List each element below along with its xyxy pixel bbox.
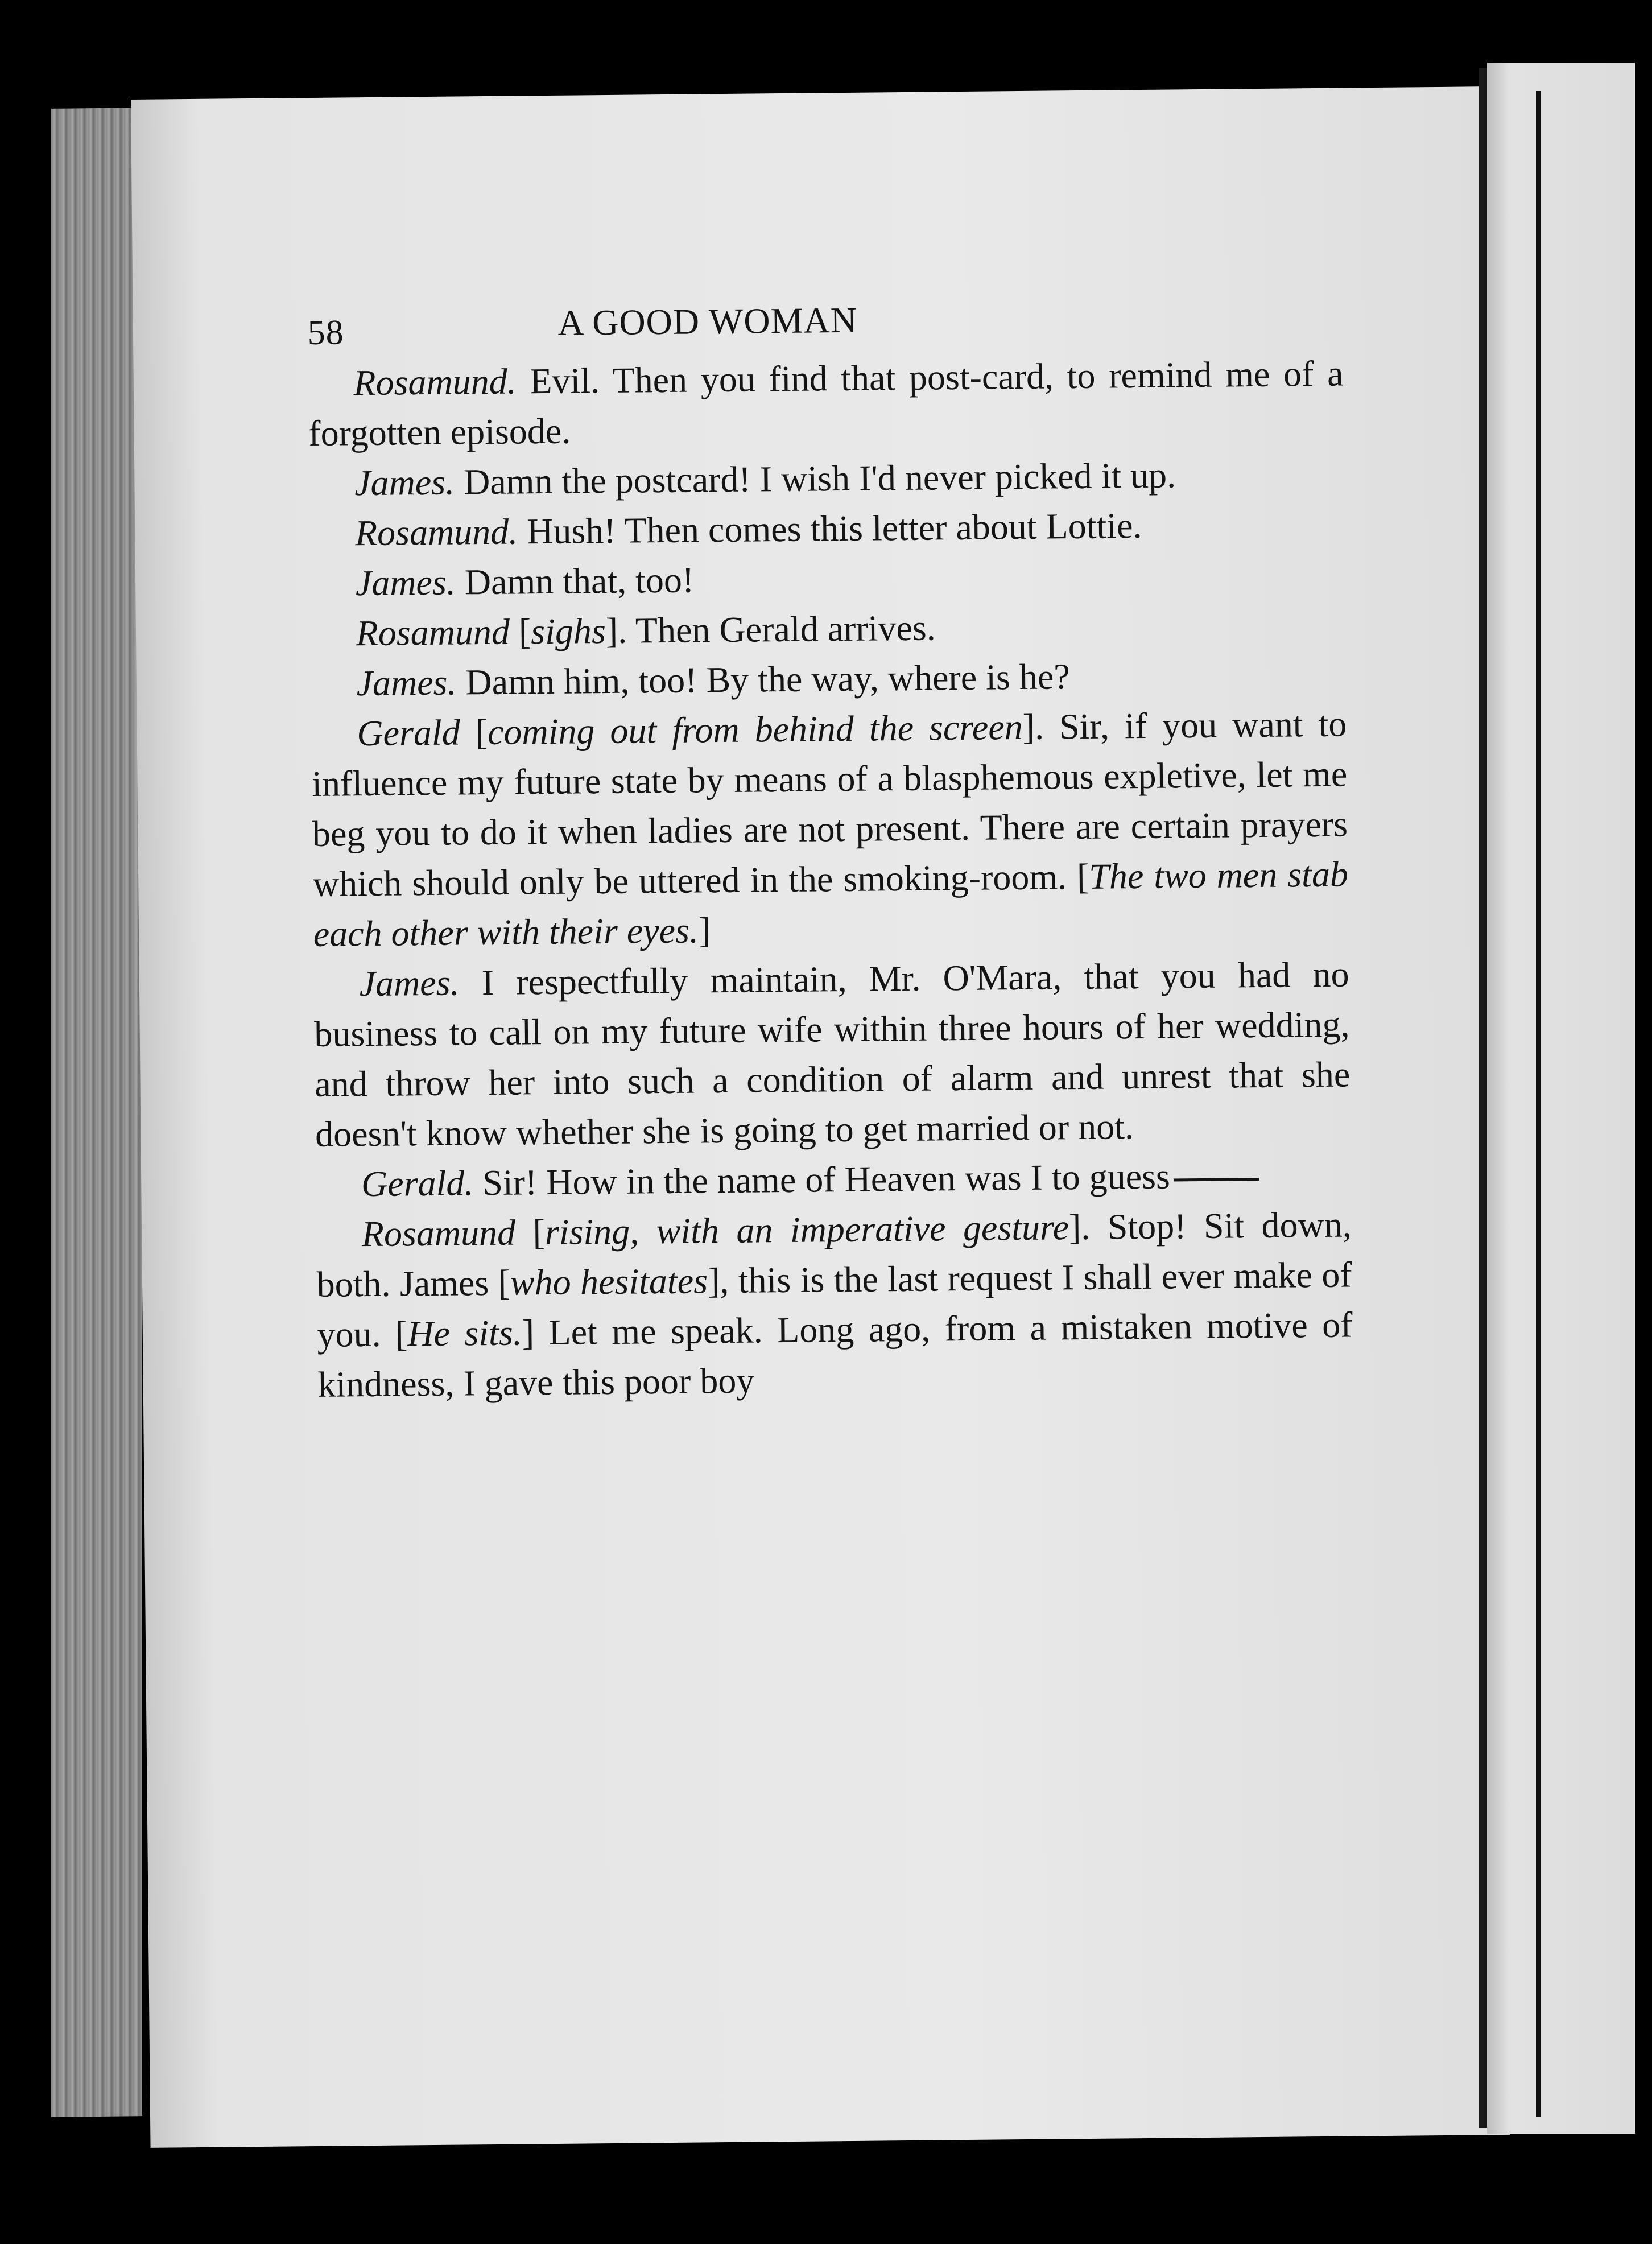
speaker-name: Gerald	[357, 712, 461, 754]
stage-direction: rising, with an imperative gesture	[544, 1207, 1069, 1253]
speaker-name: James.	[354, 461, 455, 504]
speaker-name: James.	[356, 662, 457, 704]
dialogue-text: Stop! Sit down, both. James	[316, 1204, 1352, 1305]
dialogue-paragraph: Rosamund [rising, with an imperative gesture]. Stop! Sit down, both. James [who hesitates], this is the last request I shall ever make of you. [He sits.] Let me speak. Long ago, from a mistaken motive of kindness, I gave this poor boy	[316, 1204, 1353, 1405]
dialogue-text: Sir, if you want to influence my future state by means of a blasphemous expletive, let me beg you to do it when ladies are not present. There are certain prayers which should only be uttered in the smoking-room.	[311, 703, 1348, 904]
speaker-name: Rosamund.	[354, 511, 518, 554]
speaker-name: Rosamund.	[353, 361, 517, 403]
dialogue-text: Sir! How in the name of Heaven was I to guess	[482, 1156, 1171, 1203]
dialogue-paragraph	[313, 949, 1350, 1159]
stage-direction: He sits.	[407, 1312, 523, 1354]
dialogue-text: this is the last request I shall ever make of you.	[317, 1254, 1352, 1355]
book-title: A GOOD WOMAN	[557, 299, 858, 343]
dialogue-text: Damn the postcard! I wish I'd never picked it up.	[463, 455, 1176, 502]
facing-page-edge	[1487, 63, 1635, 2134]
stage-direction: The two men stab each other with their eyes.	[313, 853, 1349, 954]
dialogue-paragraph	[308, 349, 1344, 459]
dialogue-text: Damn him, too! By the way, where is he?	[465, 656, 1071, 703]
interruption-dash	[1174, 1178, 1259, 1181]
speaker-name: James.	[359, 962, 460, 1004]
page-number: 58	[307, 313, 344, 352]
speaker-name: Rosamund	[361, 1212, 516, 1255]
dialogue-text: Then Gerald arrives.	[635, 607, 936, 651]
book-gutter	[1479, 68, 1487, 2128]
facing-page-shadow	[1536, 91, 1541, 2117]
page-text-block	[307, 286, 1353, 1410]
dialogue-paragraph: Rosamund [sighs]. Then Gerald arrives.	[356, 607, 936, 654]
dialogue-text: I respectfully maintain, Mr. O'Mara, that you had no business to call on my future wife within three hours of her wedding, and throw her into such a condition of alarm and unrest that she doesn't know whether she is going to get married or not.	[314, 954, 1350, 1154]
dialogue-text: Evil. Then you find that post-card, to remind me of a forgotten episode.	[308, 353, 1344, 453]
dialogue-paragraph: Gerald [coming out from behind the screen]. Sir, if you want to influence my future state by means of a blasphemous expletive, let me beg you to do it when ladies are not present. There are certain prayers which should only be uttered in the smoking-room. [The two men stab each other with their eyes.]	[311, 703, 1349, 954]
book-page-edges	[51, 108, 142, 2117]
stage-direction: who hesitates	[510, 1260, 708, 1303]
speaker-name: James.	[355, 562, 456, 604]
dialogue-text: Let me speak. Long ago, from a mistaken motive of kindness, I gave this poor boy	[317, 1304, 1353, 1405]
speaker-name: Gerald.	[361, 1162, 474, 1204]
speaker-name: Rosamund	[356, 611, 510, 654]
stage-direction: coming out from behind the screen	[487, 706, 1023, 752]
stage-direction: sighs	[530, 610, 606, 652]
running-head	[307, 286, 1343, 358]
dialogue-text: Hush! Then comes this letter about Lottie.	[526, 505, 1142, 552]
dialogue-text: Damn that, too!	[464, 559, 695, 603]
